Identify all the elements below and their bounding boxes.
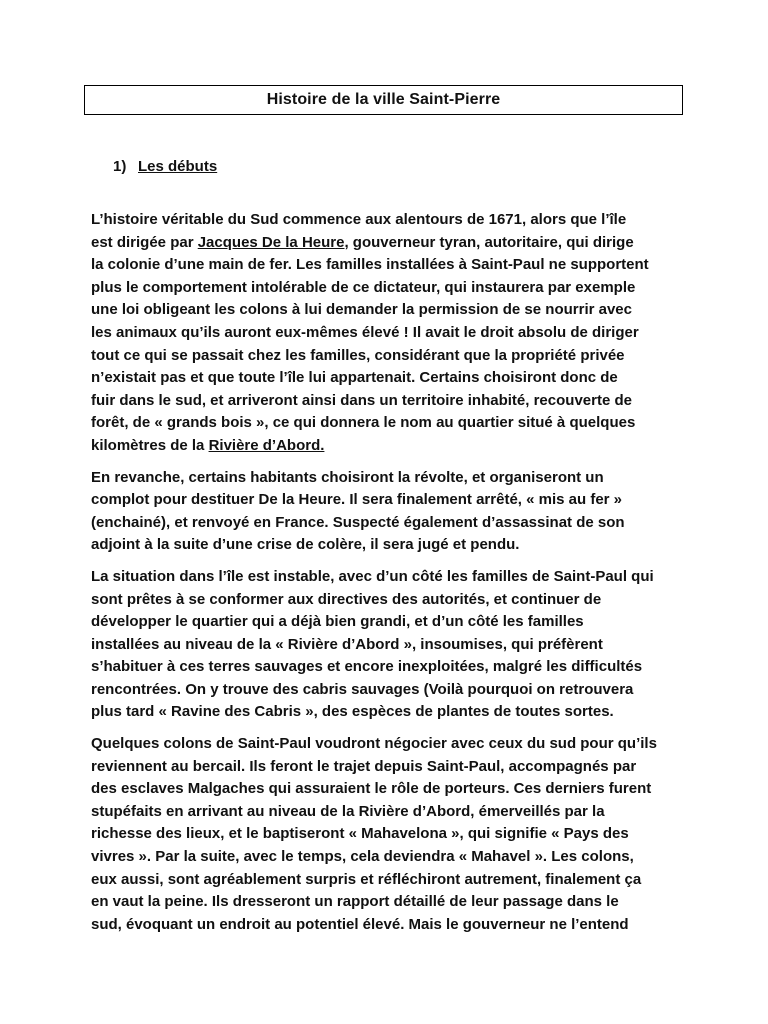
underlined-text: Rivière d’Abord. [208, 436, 325, 454]
text-segment: est dirigée par [91, 233, 198, 251]
text-segment: vivres ». Par la suite, avec le temps, cela deviendra « Mahavel ». Les colons, [91, 848, 634, 866]
paragraph [91, 209, 683, 458]
text-segment: Quelques colons de Saint-Paul voudront négocier avec ceux du sud pour qu’ils [91, 735, 657, 753]
text-line [91, 412, 683, 435]
text-line [91, 209, 683, 232]
text-segment: fuir dans le sud, et arriveront ainsi dans un territoire inhabité, recouverte de [91, 391, 632, 409]
text-segment: forêt, de « grands bois », ce qui donnera le nom au quartier situé à quelques [91, 414, 636, 432]
text-line [91, 656, 683, 679]
text-line [91, 489, 683, 512]
section-heading [113, 158, 217, 175]
text-segment: sont prêtes à se conformer aux directives des autorités, et continuer de [91, 590, 602, 608]
text-segment: adjoint à la suite d’une crise de colère, il sera jugé et pendu. [91, 536, 520, 554]
text-line [91, 914, 683, 937]
text-line [91, 345, 683, 368]
text-segment: développer le quartier qui a déjà bien grandi, et d’un côté les familles [91, 613, 584, 631]
text-line [91, 823, 683, 846]
text-segment: En revanche, certains habitants choisiront la révolte, et organiseront un [91, 468, 604, 486]
text-line [91, 299, 683, 322]
text-segment: plus tard « Ravine des Cabris », des espèces de plantes de toutes sortes. [91, 703, 614, 721]
document-body [91, 209, 683, 945]
text-segment: s’habituer à ces terres sauvages et encore inexploitées, malgré les difficultés [91, 658, 643, 676]
text-line [91, 634, 683, 657]
section-number: 1) [113, 158, 127, 175]
text-segment: reviennent au bercail. Ils feront le trajet depuis Saint-Paul, accompagnés par [91, 757, 637, 775]
text-segment: une loi obligeant les colons à lui demander la permission de se nourrir avec [91, 301, 632, 319]
text-line [91, 367, 683, 390]
text-line [91, 254, 683, 277]
text-line [91, 891, 683, 914]
paragraph [91, 733, 683, 936]
text-line [91, 846, 683, 869]
document-title: Histoire de la ville Saint-Pierre [266, 91, 501, 108]
text-line [91, 512, 683, 535]
text-line [91, 322, 683, 345]
underlined-text: Jacques De la Heure [197, 233, 345, 251]
text-segment: richesse des lieux, et le baptiseront « Mahavelona », qui signifie « Pays des [91, 825, 629, 843]
text-line [91, 589, 683, 612]
paragraph [91, 467, 683, 557]
text-segment: , gouverneur tyran, autoritaire, qui dirige [344, 233, 634, 251]
text-line [91, 756, 683, 779]
text-segment: les animaux qu’ils auront eux-mêmes élevé ! Il avait le droit absolu de diriger [91, 323, 639, 341]
text-segment: tout ce qui se passait chez les familles, considérant que la propriété privée [91, 346, 625, 364]
text-line [91, 566, 683, 589]
text-segment: installées au niveau de la « Rivière d’Abord », insoumises, qui préfèrent [91, 635, 603, 653]
text-line [91, 611, 683, 634]
paragraph [91, 566, 683, 724]
text-line [91, 801, 683, 824]
text-segment: L’histoire véritable du Sud commence aux alentours de 1671, alors que l’île [91, 211, 627, 228]
text-segment: en vaut la peine. Ils dresseront un rapport détaillé de leur passage dans le [91, 893, 619, 911]
text-segment: eux aussi, sont agréablement surpris et réfléchiront autrement, finalement ça [91, 870, 642, 888]
text-segment: (enchainé), et renvoyé en France. Suspecté également d’assassinat de son [91, 513, 625, 531]
text-line [91, 701, 683, 724]
text-line [91, 534, 683, 557]
text-segment: des esclaves Malgaches qui assuraient le rôle de porteurs. Ces derniers furent [91, 780, 652, 798]
section-label: Les débuts [138, 158, 218, 175]
text-line [91, 679, 683, 702]
text-line [91, 390, 683, 413]
text-segment: sud, évoquant un endroit au potentiel élevé. Mais le gouverneur ne l’entend [91, 915, 629, 933]
text-segment: kilomètres de la [91, 436, 209, 454]
text-line [91, 277, 683, 300]
text-line [91, 778, 683, 801]
text-line [91, 232, 683, 255]
text-line [91, 869, 683, 892]
text-line [91, 733, 683, 756]
text-segment: complot pour destituer De la Heure. Il sera finalement arrêté, « mis au fer » [91, 491, 623, 509]
text-segment: n’existait pas et que toute l’île lui appartenait. Certains choisiront donc de [91, 369, 618, 387]
text-line [91, 467, 683, 490]
text-segment: la colonie d’une main de fer. Les familles installées à Saint-Paul ne supportent [91, 256, 649, 274]
text-segment: La situation dans l’île est instable, avec d’un côté les familles de Saint-Paul qui [91, 567, 654, 585]
text-segment: rencontrées. On y trouve des cabris sauvages (Voilà pourquoi on retrouvera [91, 680, 634, 698]
title-box [84, 85, 683, 115]
text-segment: plus le comportement intolérable de ce dictateur, qui instaurera par exemple [91, 278, 636, 296]
text-line [91, 435, 683, 458]
text-segment: stupéfaits en arrivant au niveau de la Rivière d’Abord, émerveillés par la [91, 802, 605, 820]
